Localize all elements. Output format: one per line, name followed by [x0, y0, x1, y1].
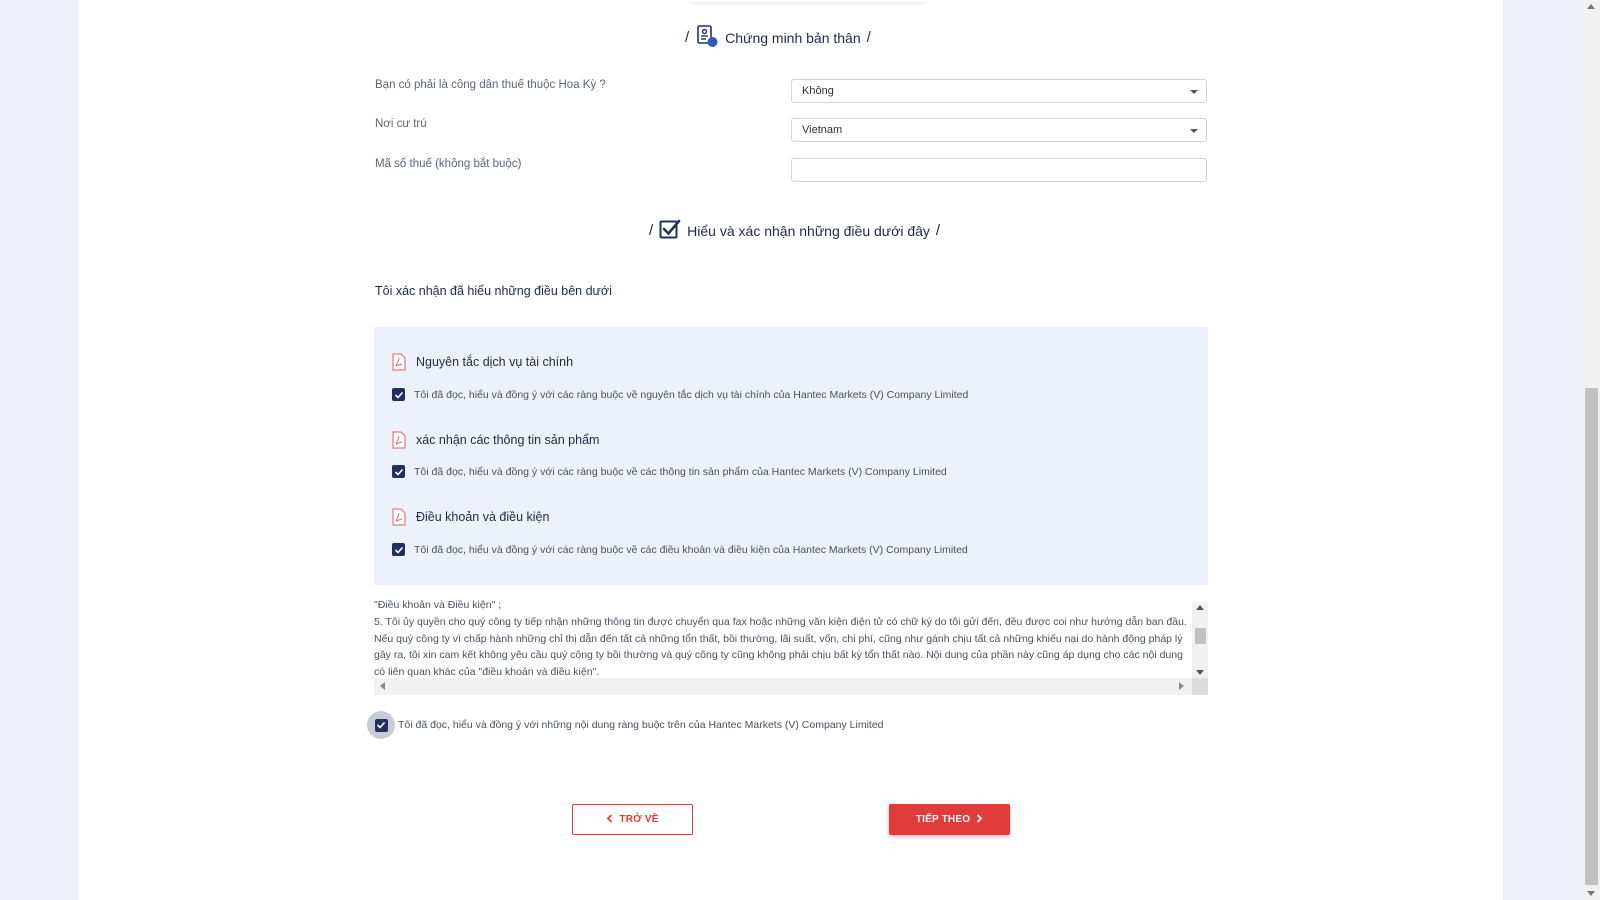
- top-card-edge: [691, 0, 925, 2]
- pdf-icon: [392, 508, 406, 526]
- document-agree-text: Tôi đã đọc, hiểu và đồng ý với các ràng buộc về nguyên tắc dịch vụ tài chính của Hantec Markets (V) Company Limited: [414, 388, 969, 401]
- chevron-down-icon: [1190, 129, 1198, 133]
- confirm-heading: Tôi xác nhận đã hiểu những điều bên dưới: [375, 284, 612, 298]
- id-card-icon: [695, 24, 719, 51]
- scroll-down-arrow-icon[interactable]: [1196, 670, 1204, 675]
- confirm-section-title-text: Hiểu và xác nhận những điều dưới đây: [687, 222, 930, 239]
- document-agree-row[interactable]: [392, 465, 947, 478]
- chevron-left-icon: [606, 814, 613, 826]
- title-slash-right: /: [935, 222, 941, 239]
- checkbox-checked[interactable]: [392, 465, 405, 478]
- terms-vertical-scrollbar[interactable]: [1192, 602, 1208, 678]
- scroll-thumb[interactable]: [1195, 628, 1206, 644]
- checkbox-focus-halo[interactable]: [367, 711, 395, 739]
- scrollbar-corner: [1192, 678, 1208, 695]
- scroll-right-arrow-icon[interactable]: [1179, 682, 1184, 690]
- back-button-label: TRỞ VỀ: [619, 814, 659, 825]
- page-vertical-scrollbar[interactable]: [1583, 0, 1600, 900]
- us-tax-select[interactable]: [791, 79, 1207, 103]
- confirm-section-title: [649, 218, 940, 243]
- title-slash-left: /: [685, 29, 690, 46]
- pdf-icon: [392, 353, 406, 371]
- checkbox-checked[interactable]: [392, 388, 405, 401]
- next-button[interactable]: [889, 804, 1010, 835]
- proof-section-title: [685, 24, 871, 51]
- document-title: Nguyên tắc dịch vụ tài chính: [416, 355, 574, 369]
- page-scroll-thumb[interactable]: [1585, 388, 1598, 885]
- documents-panel: [374, 327, 1208, 585]
- back-button[interactable]: [572, 804, 693, 835]
- document-agree-row[interactable]: [392, 388, 968, 401]
- next-button-label: TIẾP THEO: [915, 814, 971, 825]
- tax-id-input[interactable]: [791, 158, 1207, 182]
- terms-text: [374, 597, 1189, 679]
- document-link-financial-principles[interactable]: [392, 353, 573, 371]
- final-agree-row[interactable]: [367, 711, 884, 739]
- proof-section-title-text: Chứng minh bản thân: [725, 29, 861, 46]
- scroll-down-arrow-icon[interactable]: [1587, 891, 1595, 896]
- title-slash-left: /: [649, 222, 654, 239]
- chevron-right-icon: [976, 814, 983, 826]
- scroll-up-arrow-icon[interactable]: [1587, 4, 1595, 9]
- document-link-product-info[interactable]: [392, 431, 599, 449]
- document-title: xác nhận các thông tin sản phẩm: [416, 433, 600, 447]
- final-agree-checkbox[interactable]: [375, 719, 388, 732]
- document-agree-text: Tôi đã đọc, hiểu và đồng ý với các ràng buộc về các điều khoản và điều kiện của Hantec Markets (V) Company Limited: [414, 543, 968, 556]
- residence-select[interactable]: [791, 118, 1207, 142]
- terms-scroll-box[interactable]: [374, 597, 1208, 695]
- checkbox-checked[interactable]: [392, 543, 405, 556]
- page-content: [79, 0, 1503, 900]
- document-agree-text: Tôi đã đọc, hiểu và đồng ý với các ràng buộc về các thông tin sản phẩm của Hantec Markets (V) Company Limited: [414, 465, 947, 478]
- residence-label: Nơi cư trú: [375, 118, 427, 130]
- terms-horizontal-scrollbar[interactable]: [374, 678, 1208, 695]
- scroll-up-arrow-icon[interactable]: [1196, 605, 1204, 610]
- chevron-down-icon: [1190, 90, 1198, 94]
- checkbox-icon: [659, 218, 681, 243]
- title-slash-right: /: [866, 29, 871, 46]
- pdf-icon: [392, 431, 406, 449]
- us-tax-label: Bạn có phải là công dân thuế thuộc Hoa Kỳ ?: [375, 79, 606, 91]
- us-tax-value: Không: [802, 85, 834, 97]
- document-agree-row[interactable]: [392, 543, 968, 556]
- scroll-left-arrow-icon[interactable]: [380, 682, 385, 690]
- document-title: Điều khoản và điều kiện: [416, 510, 550, 524]
- residence-value: Vietnam: [802, 124, 843, 136]
- terms-line-1: "Điều khoản và Điều kiện" ;: [374, 599, 502, 611]
- tax-id-label: Mã số thuế (không bắt buộc): [375, 158, 522, 170]
- document-link-terms[interactable]: [392, 508, 549, 526]
- terms-line-2: 5. Tôi ủy quyền cho quý công ty tiếp nhận những thông tin được chuyển qua fax hoặc những văn kiện điện tử có chữ ký do tôi gửi đến, đều được coi như hướng dẫn ban đầu. Nếu quý công ty vì chấp hành những chỉ thị dẫn đến tất cả những tổn thất, bồi thường, lãi suất, vốn, chi phí, cũng như gánh chịu tất cả những khiếu nại do hành động pháp lý gây ra, tôi xin cam kết không yêu cầu quý công ty bồi thường và quý công ty cũng không phải chịu bất kỳ tổn thất nào. Nội dung của phần này cũng áp dụng cho các nội dung có liên quan khác của "điều khoản và điều kiện".: [374, 615, 1187, 679]
- final-agree-text: Tôi đã đọc, hiểu và đồng ý với những nội dung ràng buộc trên của Hantec Markets (V) Company Limited: [398, 719, 884, 731]
